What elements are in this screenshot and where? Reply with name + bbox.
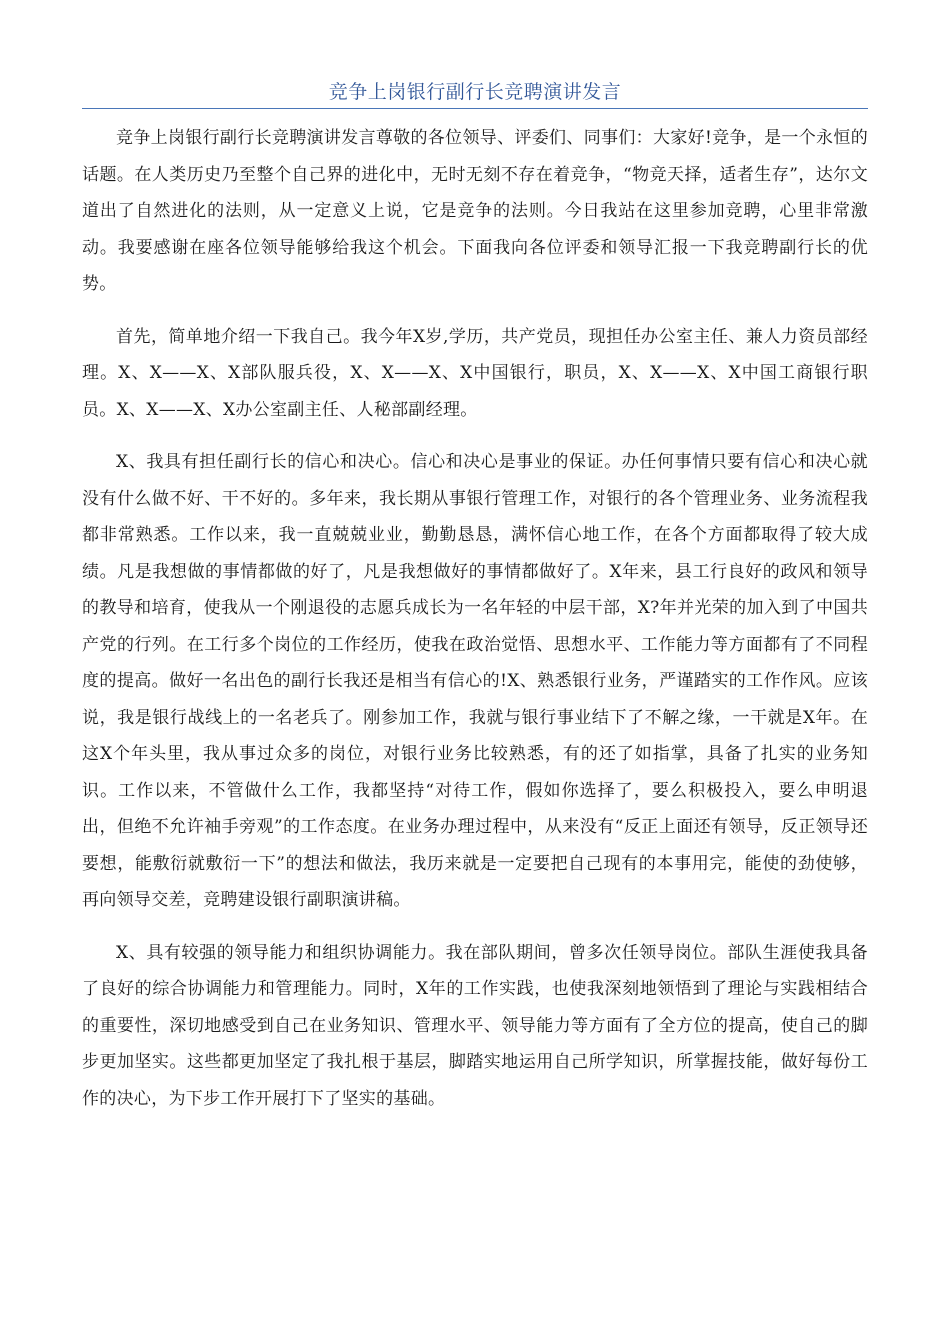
paragraph-confidence: X、我具有担任副行长的信心和决心。信心和决心是事业的保证。办任何事情只要有信心和决心就没有什么做不好、干不好的。多年来，我长期从事银行管理工作，对银行的各个管理业务、业务流程我都非常熟悉。工作以来，我一直兢兢业业，勤勤恳恳，满怀信心地工作，在各个方面都取得了较大成绩。凡是我想做的事情都做的好了，凡是我想做好的事情都做好了。X年来，县工行良好的政风和领导的教导和培育，使我从一个刚退役的志愿兵成长为一名年轻的中层干部，X?年并光荣的加入到了中国共产党的行列。在工行多个岗位的工作经历，使我在政治觉悟、思想水平、工作能力等方面都有了不同程度的提高。做好一名出色的副行长我还是相当有信心的!X、熟悉银行业务，严谨踏实的工作作风。应该说，我是银行战线上的一名老兵了。刚参加工作，我就与银行事业结下了不解之缘，一干就是X年。在这X个年头里，我从事过众多的岗位，对银行业务比较熟悉，有的还了如指掌，具备了扎实的业务知识。工作以来，不管做什么工作，我都坚持“对待工作，假如你选择了，要么积极投入，要么申明退出，但绝不允许袖手旁观”的工作态度。在业务办理过程中，从来没有“反正上面还有领导，反正领导还要想，能敷衍就敷衍一下”的想法和做法，我历来就是一定要把自己现有的本事用完，能使的劲使够，再向领导交差，竞聘建设银行副职演讲稿。 [82,452,868,910]
paragraph-leadership: X、具有较强的领导能力和组织协调能力。我在部队期间，曾多次任领导岗位。部队生涯使我具备了良好的综合协调能力和管理能力。同时，X年的工作实践，也使我深刻地领悟到了理论与实践相结合的重要性，深切地感受到自己在业务知识、管理水平、领导能力等方面有了全方位的提高，使自己的脚步更加坚实。这些都更加坚定了我扎根于基层，脚踏实地运用自己所学知识，所掌握技能，做好每份工作的决心，为下步工作开展打下了坚实的基础。 [82,942,868,1109]
paragraph-self-introduction: 首先，简单地介绍一下我自己。我今年X岁,学历，共产党员，现担任办公室主任、兼人力资员部经理。X、X——X、X部队服兵役，X、X——X、X中国银行，职员，X、X——X、X中国工商银行职员。X、X——X、X办公室副主任、人秘部副经理。 [82,326,868,420]
document-title: 竞争上岗银行副行长竞聘演讲发言 [328,81,622,103]
document-body [82,120,868,1133]
paragraph-intro: 竞争上岗银行副行长竞聘演讲发言尊敬的各位领导、评委们、同事们：大家好!竞争，是一个永恒的话题。在人类历史乃至整个自己界的进化中，无时无刻不存在着竞争，“物竞天择，适者生存”，达尔文道出了自然进化的法则，从一定意义上说，它是竞争的法则。今日我站在这里参加竞聘，心里非常激动。我要感谢在座各位领导能够给我这个机会。下面我向各位评委和领导汇报一下我竞聘副行长的优势。 [82,128,868,294]
document-header [82,76,868,109]
